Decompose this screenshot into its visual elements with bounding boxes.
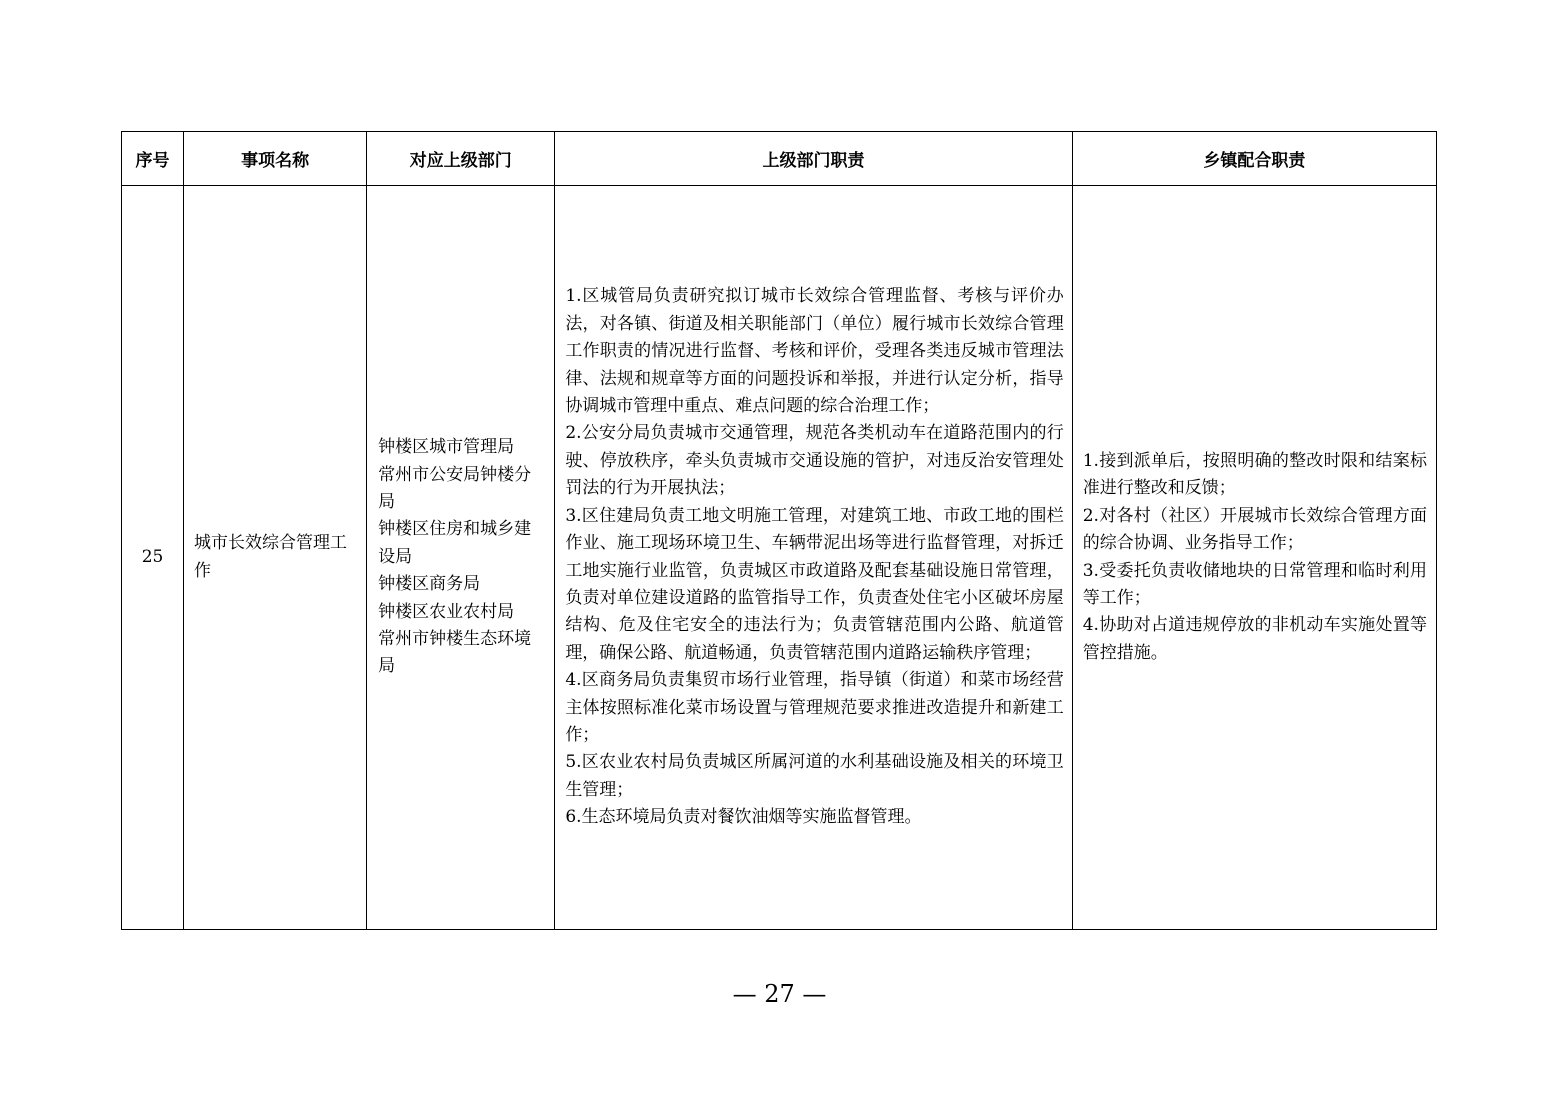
duty-table	[121, 131, 1437, 930]
table-header-row	[122, 132, 1437, 186]
row-town-duties	[1072, 186, 1436, 930]
header-town-duties: 乡镇配合职责	[1072, 132, 1436, 186]
table-row	[122, 186, 1437, 930]
town-duty-item: 4.协助对占道违规停放的非机动车实施处置等管控措施。	[1082, 615, 1427, 663]
department-item: 钟楼区农业农村局	[378, 601, 515, 622]
duty-item: 3.区住建局负责工地文明施工管理，对建筑工地、市政工地的围栏作业、施工现场环境卫生、车辆带泥出场等进行监督管理，对拆迁工地实施行业监管，负责城区市政道路及配套基础设施日常管理，负责对单位建设道路的监管指导工作，负责查处住宅小区破坏房屋结构、危及住宅安全的违法行为；负责管辖范围内公路、航道管理，确保公路、航道畅通，负责管辖范围内道路运输秩序管理；	[565, 505, 1064, 663]
department-item: 钟楼区城市管理局	[378, 437, 515, 458]
page-number: — 27 —	[732, 980, 827, 1008]
department-item: 钟楼区商务局	[378, 574, 481, 595]
row-seq: 25	[122, 186, 184, 930]
row-departments	[367, 186, 555, 930]
header-seq: 序号	[122, 132, 184, 186]
duty-item: 6.生态环境局负责对餐饮油烟等实施监督管理。	[565, 807, 922, 828]
duty-item: 2.公安分局负责城市交通管理，规范各类机动车在道路范围内的行驶、停放秩序，牵头负责城市交通设施的管护，对违反治安管理处罚法的行为开展执法；	[565, 423, 1064, 499]
header-item-name: 事项名称	[184, 132, 367, 186]
header-department-duties: 上级部门职责	[555, 132, 1072, 186]
town-duty-item: 1.接到派单后，按照明确的整改时限和结案标准进行整改和反馈；	[1082, 450, 1427, 499]
town-duty-item: 2.对各村（社区）开展城市长效综合管理方面的综合协调、业务指导工作；	[1082, 505, 1427, 554]
row-department-duties	[555, 186, 1072, 930]
header-department: 对应上级部门	[367, 132, 555, 186]
duty-item: 5.区农业农村局负责城区所属河道的水利基础设施及相关的环境卫生管理；	[565, 752, 1064, 800]
duty-item: 1.区城管局负责研究拟订城市长效综合管理监督、考核与评价办法，对各镇、街道及相关职能部门（单位）履行城市长效综合管理工作职责的情况进行监督、考核和评价，受理各类违反城市管理法律、法规和规章等方面的问题投诉和举报，并进行认定分析，指导协调城市管理中重点、难点问题的综合治理工作；	[565, 286, 1064, 417]
town-duty-item: 3.受委托负责收储地块的日常管理和临时利用等工作；	[1082, 560, 1427, 608]
department-item: 钟楼区住房和城乡建设局	[378, 519, 532, 567]
department-item: 常州市钟楼生态环境局	[378, 629, 532, 677]
department-item: 常州市公安局钟楼分局	[378, 464, 532, 512]
duty-item: 4.区商务局负责集贸市场行业管理，指导镇（街道）和菜市场经营主体按照标准化菜市场设置与管理规范要求推进改造提升和新建工作；	[565, 670, 1064, 745]
row-item-name: 城市长效综合管理工作	[184, 186, 367, 930]
